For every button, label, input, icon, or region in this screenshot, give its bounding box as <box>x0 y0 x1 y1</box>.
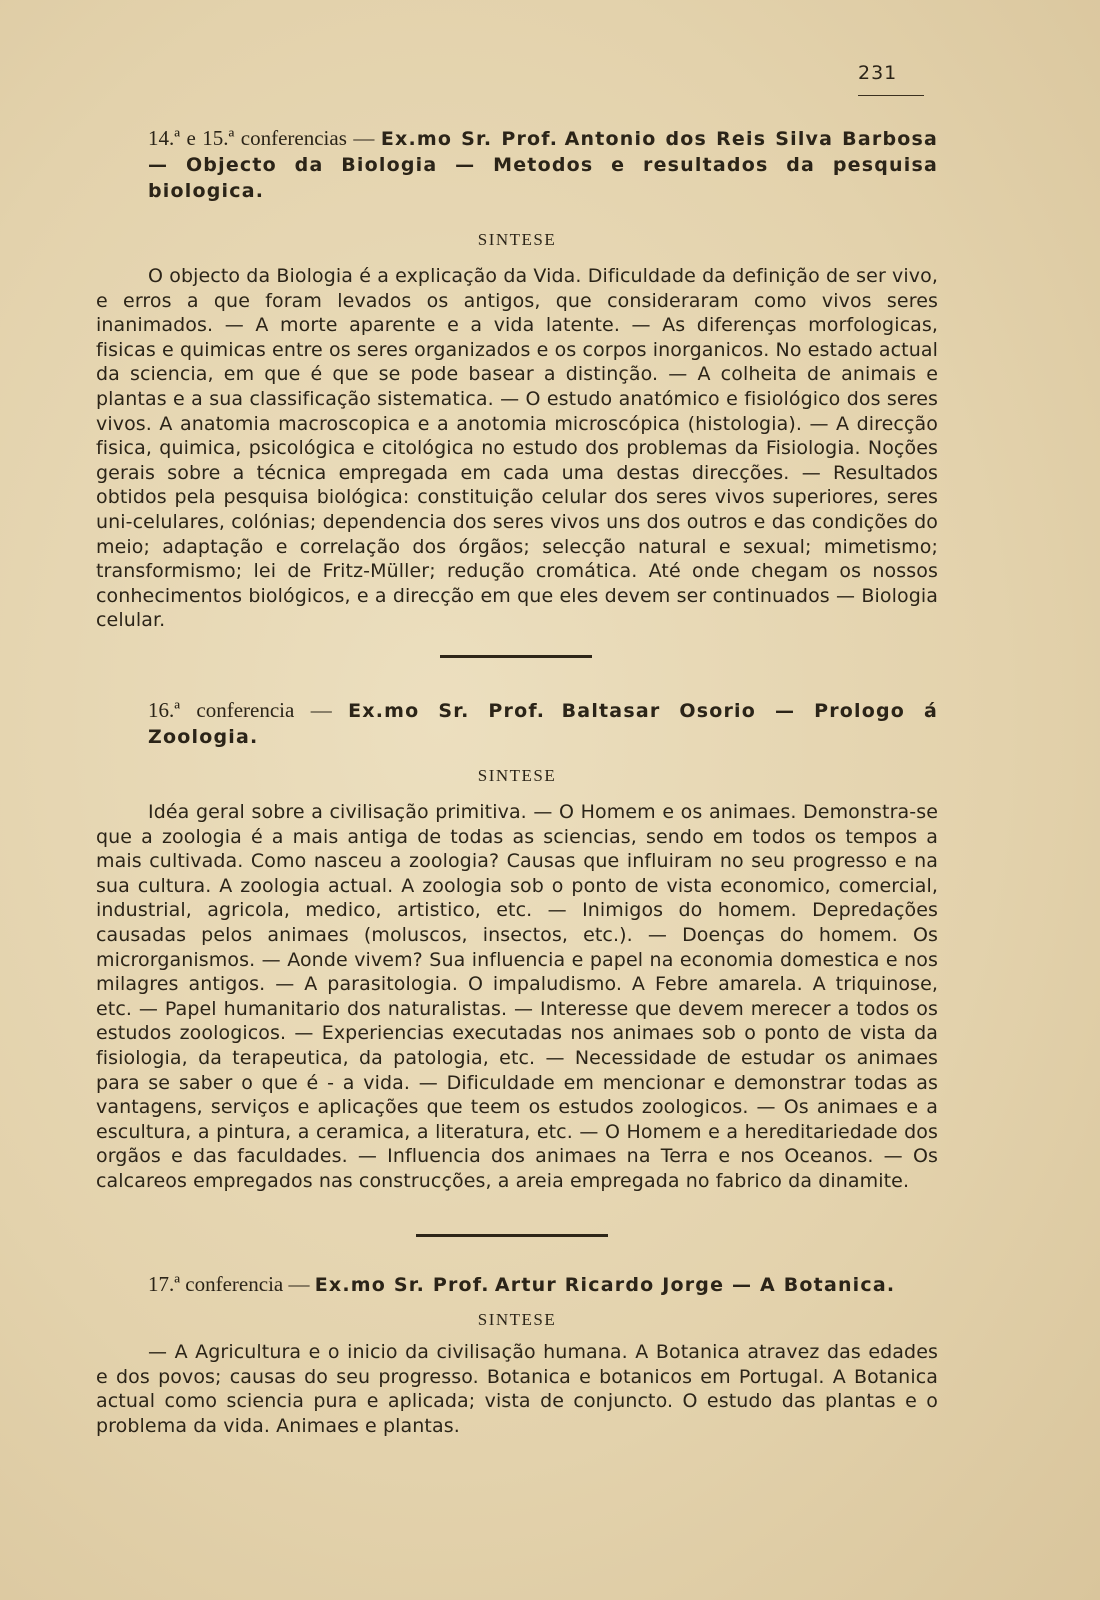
sintese-label: SINTESE <box>477 766 557 785</box>
conference-heading <box>96 1272 938 1298</box>
conference-section-14-15 <box>96 126 938 633</box>
sintese-label: SINTESE <box>477 1310 557 1329</box>
page-number: 231 <box>858 62 898 84</box>
conference-section-17 <box>96 1272 938 1438</box>
conference-heading <box>96 698 938 750</box>
sintese-text: Idéa geral sobre a civilisação primitiva. — O Homem e os animaes. Demonstra-se que a zoologia é a mais antiga de todas as sciencias, sendo em todos os tempos a mais cultivada. Como nasceu a zoologia? Causas que influiram no seu progresso e na sua cultura. A zoologia actual. A zoologia sob o ponto de vista economico, comercial, industrial, agricola, medico, artistico, etc. — Inimigos do homem. Depredações causadas pelos animaes (moluscos, insectos, etc.). — Doenças do homem. Os microrganismos. — Aonde vivem? Sua influencia e papel na economia domestica e nos milagres antigos. — A parasitologia. O impaludismo. A Febre amarela. A triquinose, etc. — Papel humanitario dos naturalistas. — Interesse que devem merecer a todos os estudos zoologicos. — Experiencias executadas nos animaes sob o ponto de vista da fisiologia, da terapeutica, da patologia, etc. — Necessidade de estudar os animaes para se saber o que é - a vida. — Dificuldade em mencionar e demonstrar todas as vantagens, serviços e aplicações que teem os estudos zoologicos. — Os animaes e a escultura, a pintura, a ceramica, a literatura, etc. — O Homem e a hereditariedade dos orgãos e das faculdades. — Influencia dos animaes na Terra e nos Oceanos. — Os calcareos empregados nas construcções, a areia empregada no fabrico da dinamite. <box>96 801 938 1192</box>
conference-number: 17.ª conferencia — <box>148 1272 310 1296</box>
conference-title: Antonio dos Reis Silva Barbosa — Objecto da Biologia — Metodos e resultados da pesquisa biologica. <box>148 128 939 202</box>
conference-title: Artur Ricardo Jorge — A Botanica. <box>494 1274 896 1296</box>
section-divider <box>416 1234 608 1237</box>
honorific: Ex.mo Sr. Prof. <box>348 700 546 722</box>
conference-number: 14.ª e 15.ª conferencias <box>148 126 347 150</box>
conference-title: Baltasar Osorio — Prologo á Zoologia. <box>148 700 939 748</box>
conference-number: 16.ª conferencia — <box>148 698 332 722</box>
honorific: Ex.mo Sr. Prof. <box>314 1274 490 1296</box>
sintese-label: SINTESE <box>477 230 557 249</box>
conference-heading: 14.ª e 15.ª conferencias — Ex.mo Sr. Prof. Antonio dos Reis Silva Barbosa — Objecto da Biologia — Metodos e resultados da pesquisa biologica. <box>148 126 939 202</box>
page-number-rule <box>858 95 924 96</box>
section-divider <box>440 655 592 658</box>
conference-section-16 <box>96 698 938 1194</box>
sintese-text: — A Agricultura e o inicio da civilisação humana. A Botanica atravez das edades e dos povos; causas do seu progresso. Botanica e botanicos em Portugal. A Botanica actual como sciencia pura e aplicada; vista de conjuncto. O estudo das plantas e o problema da vida. Animaes e plantas. <box>96 1341 938 1437</box>
sintese-text: O objecto da Biologia é a explicação da Vida. Dificuldade da definição de ser vivo, e erros a que foram levados os antigos, que consideraram como vivos seres inanimados. — A morte aparente e a vida latente. — As diferenças morfologicas, fisicas e quimicas entre os seres organizados e os corpos inorganicos. No estado actual da sciencia, em que é que se pode basear a distinção. — A colheita de animais e plantas e a sua classificação sistematica. — O estudo anatómico e fisiológico dos seres vivos. A anatomia macroscopica e a anotomia microscópica (histologia). — A direcção fisica, quimica, psicológica e citológica no estudo dos problemas da Fisiologia. Noções gerais sobre a técnica empregada em cada uma destas direcções. — Resultados obtidos pela pesquisa biológica: constituição celular dos seres vivos superiores, seres uni-celulares, colónias; dependencia dos seres vivos uns dos outros e das condições do meio; adaptação e correlação dos órgãos; selecção natural e sexual; mimetismo; transformismo; lei de Fritz-Müller; redução cromática. Até onde chegam os nossos conhecimentos biológicos, e a direcção em que eles devem ser continuados — Biologia celular. <box>96 265 938 632</box>
honorific: Ex.mo Sr. Prof. <box>380 128 559 150</box>
